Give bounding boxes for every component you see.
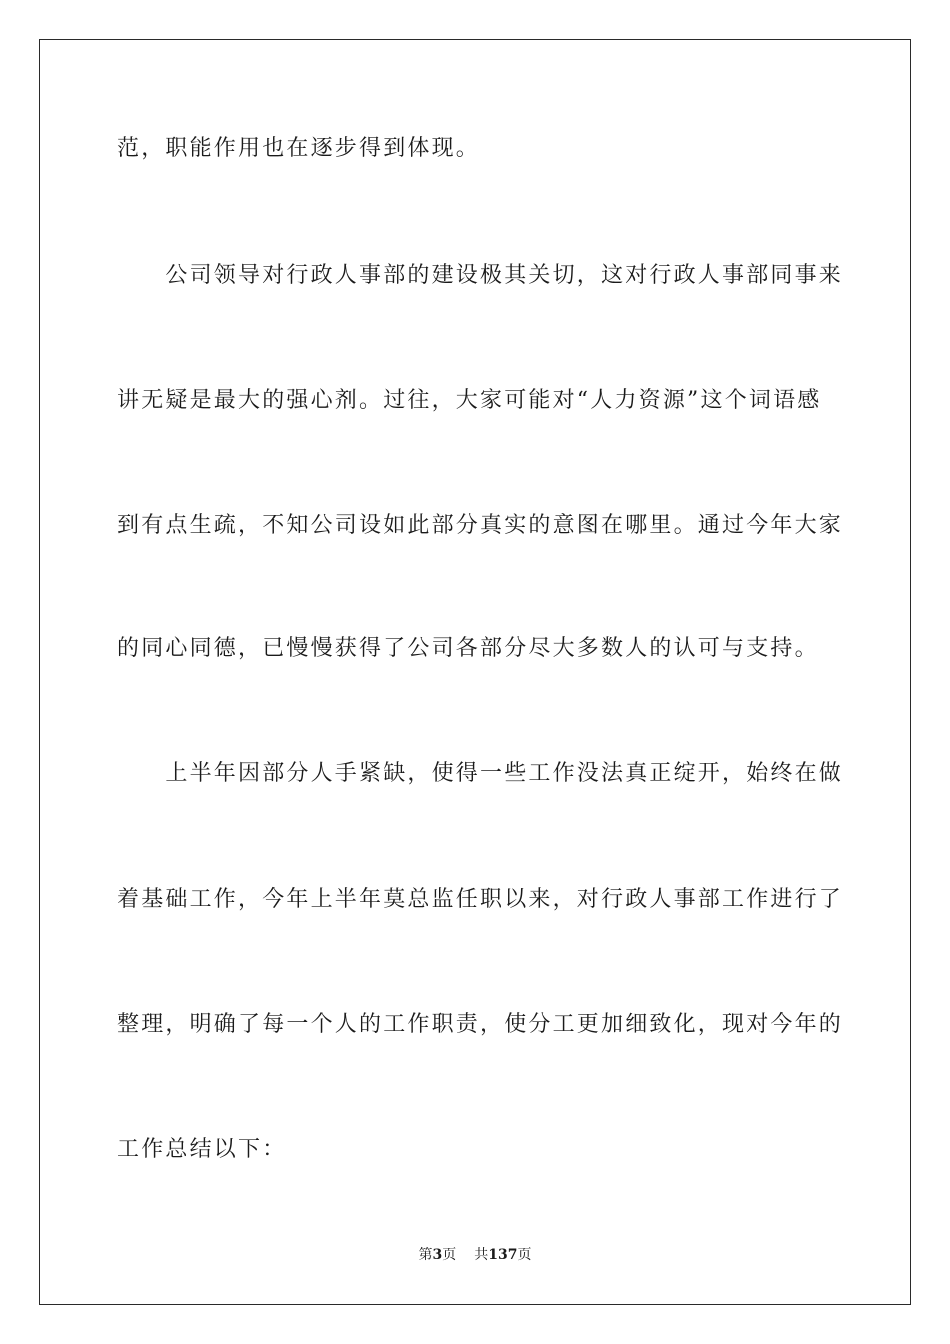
text-line-6: 上半年因部分人手紧缺，使得一些工作没法真正绽开，始终在做 — [117, 761, 844, 786]
text-line-4: 到有点生疏，不知公司设如此部分真实的意图在哪里。通过今年大家 — [117, 513, 844, 538]
text-line-8: 整理，明确了每一个人的工作职责，使分工更加细致化，现对今年的 — [117, 1012, 844, 1037]
text-line-5: 的同心同德，已慢慢获得了公司各部分尽大多数人的认可与支持。 — [117, 636, 819, 661]
footer-total-number: 137 — [488, 1247, 518, 1263]
text-line-2: 公司领导对行政人事部的建设极其关切，这对行政人事部同事来 — [117, 263, 844, 288]
footer-total-prefix: 共 — [474, 1247, 489, 1263]
footer-page-suffix: 页 — [442, 1247, 457, 1263]
footer-page-number: 3 — [432, 1247, 443, 1263]
text-line-7: 着基础工作，今年上半年莫总监任职以来，对行政人事部工作进行了 — [117, 887, 844, 912]
text-line-1: 范，职能作用也在逐步得到体现。 — [117, 136, 481, 161]
page-footer — [0, 1246, 950, 1264]
text-line-3: 讲无疑是最大的强心剂。过往，大家可能对“人力资源”这个词语感 — [117, 388, 822, 413]
footer-total-suffix: 页 — [517, 1247, 532, 1263]
text-line-9: 工作总结以下： — [117, 1137, 287, 1162]
page-border — [39, 39, 911, 1305]
footer-page-prefix: 第 — [418, 1247, 433, 1263]
